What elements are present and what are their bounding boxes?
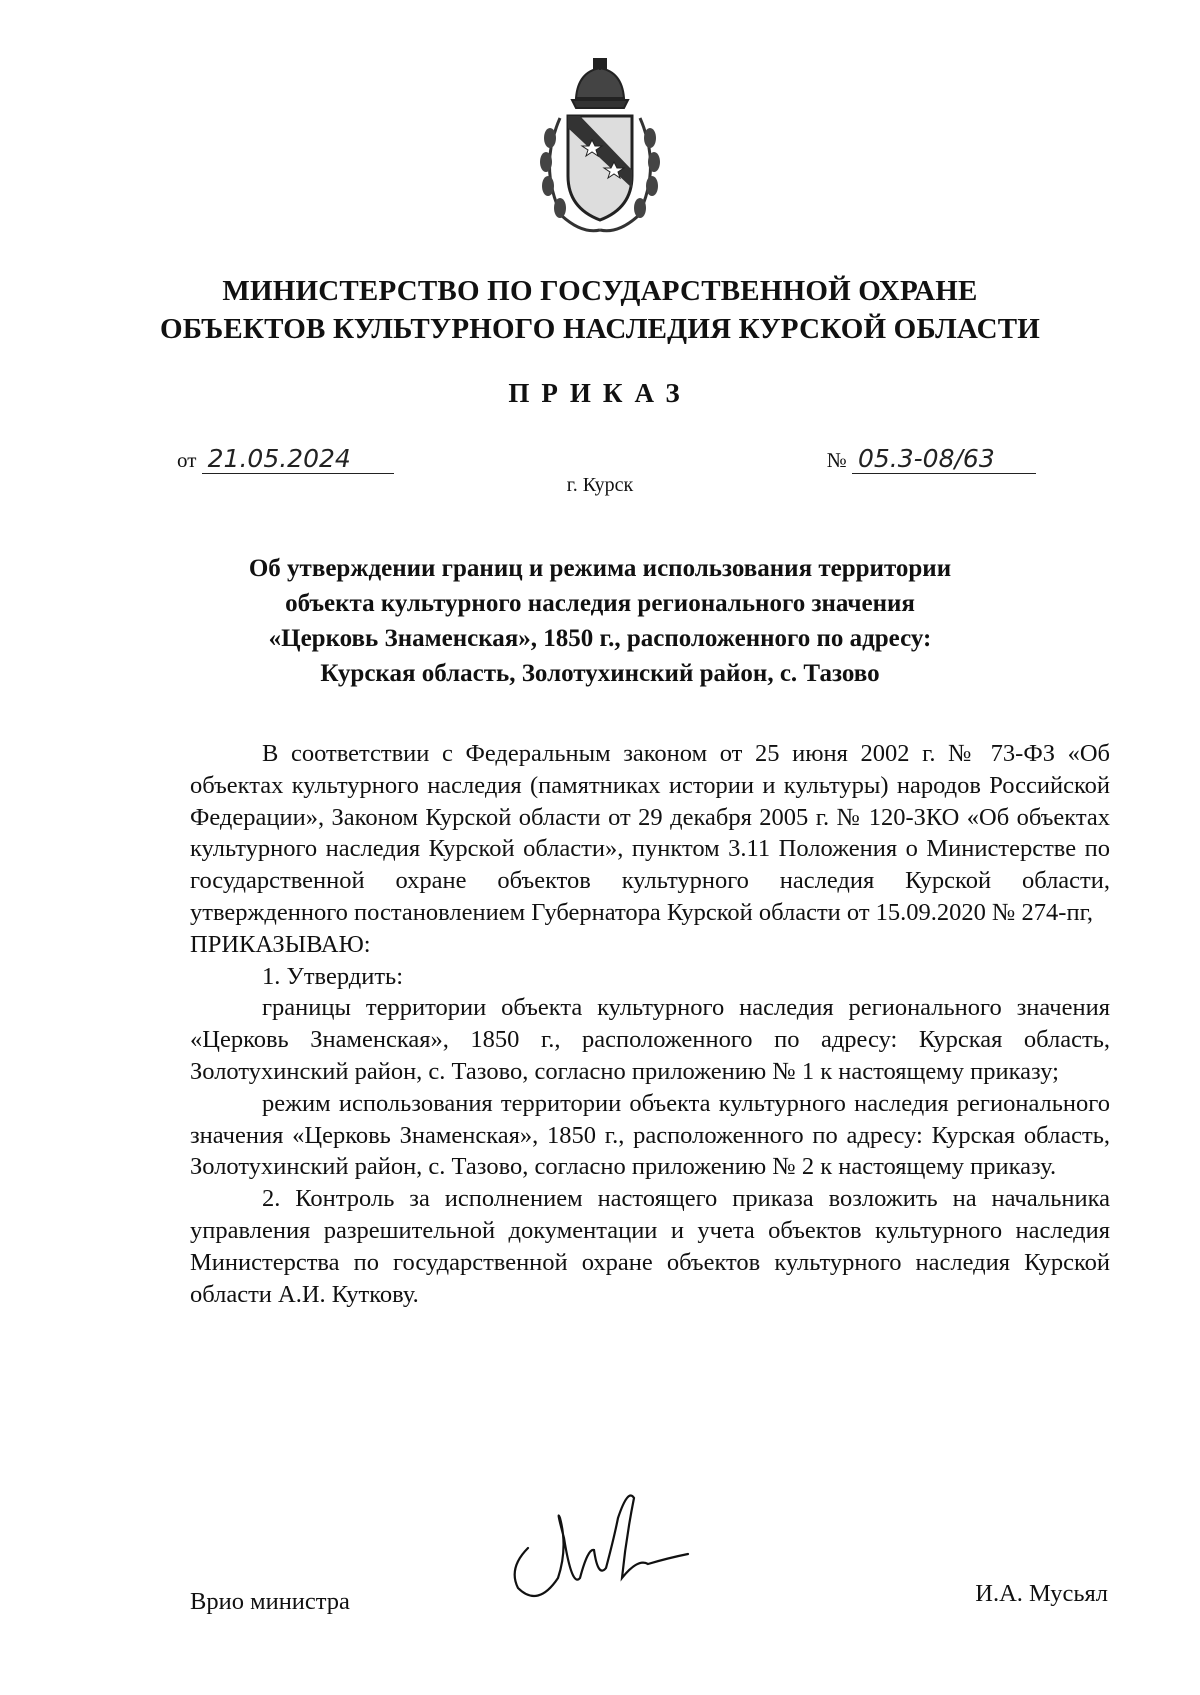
number-value: 05.3-08/63 [852,445,1036,474]
item1-title: 1. Утвердить: [262,962,404,990]
item1-regime-paragraph: режим использования территории объекта культурного наследия регионального значения «Церковь Знаменская», 1850 г., расположенного по адресу: Курская область, Золотухинский район, с. Тазово, согласно приложению № 2 к настоящему приказу. [190,1089,1110,1181]
handwritten-signature [498,1478,698,1618]
preamble-paragraph: В соответствии с Федеральным законом от 25 июня 2002 г. № 73-ФЗ «Об объектах культурного наследия (памятниках истории и культуры) народов Российской Федерации», Законом Курской области от 29 декабря 2005 г. № 120-ЗКО «Об объектах культурного наследия Курской области», пунктом 3.11 Положения о Министерстве по государственной охране объектов культурного наследия Курской области, утвержденного постановлением Губернатора Курской области от 15.09.2020 № 274-пг, [190,740,1110,926]
signer-name: И.А. Мусьял [975,1580,1108,1607]
order-number [827,445,1036,474]
date-prefix: от [177,448,197,472]
document-subject [0,551,1200,691]
ministry-name-line1: МИНИСТЕРСТВО ПО ГОСУДАРСТВЕННОЙ ОХРАНЕ [222,275,978,307]
order-date [177,445,394,474]
item2-paragraph: 2. Контроль за исполнением настоящего приказа возложить на начальника управления разрешительной документации и учета объектов культурного наследия Министерства по государственной охране объектов культурного наследия Курской области А.И. Куткову. [190,1185,1110,1308]
subject-line2: объекта культурного наследия регионального значения [285,590,915,617]
number-prefix: № [826,448,847,472]
date-value: 21.05.2024 [202,445,394,474]
kursk-coat-of-arms-icon [532,58,668,236]
subject-line1: Об утверждении границ и режима использования территории [248,555,952,582]
ministry-name-line2: ОБЪЕКТОВ КУЛЬТУРНОГО НАСЛЕДИЯ КУРСКОЙ ОБЛАСТИ [159,313,1041,345]
document-body [190,738,1110,1310]
subject-line3: «Церковь Знаменская», 1850 г., расположенного по адресу: [268,625,932,652]
ministry-name [0,272,1200,348]
document-type-title: ПРИКАЗ [508,378,692,408]
subject-line4: Курская область, Золотухинский район, с. Тазово [320,660,880,687]
signer-position: Врио министра [190,1588,350,1615]
item1-boundaries-paragraph: границы территории объекта культурного наследия регионального значения «Церковь Знаменская», 1850 г., расположенного по адресу: Курская область, Золотухинский район, с. Тазово, согласно приложению № 1 к настоящему приказу; [190,994,1110,1085]
order-word: ПРИКАЗЫВАЮ: [190,930,371,958]
city: г. Курск [566,474,634,496]
